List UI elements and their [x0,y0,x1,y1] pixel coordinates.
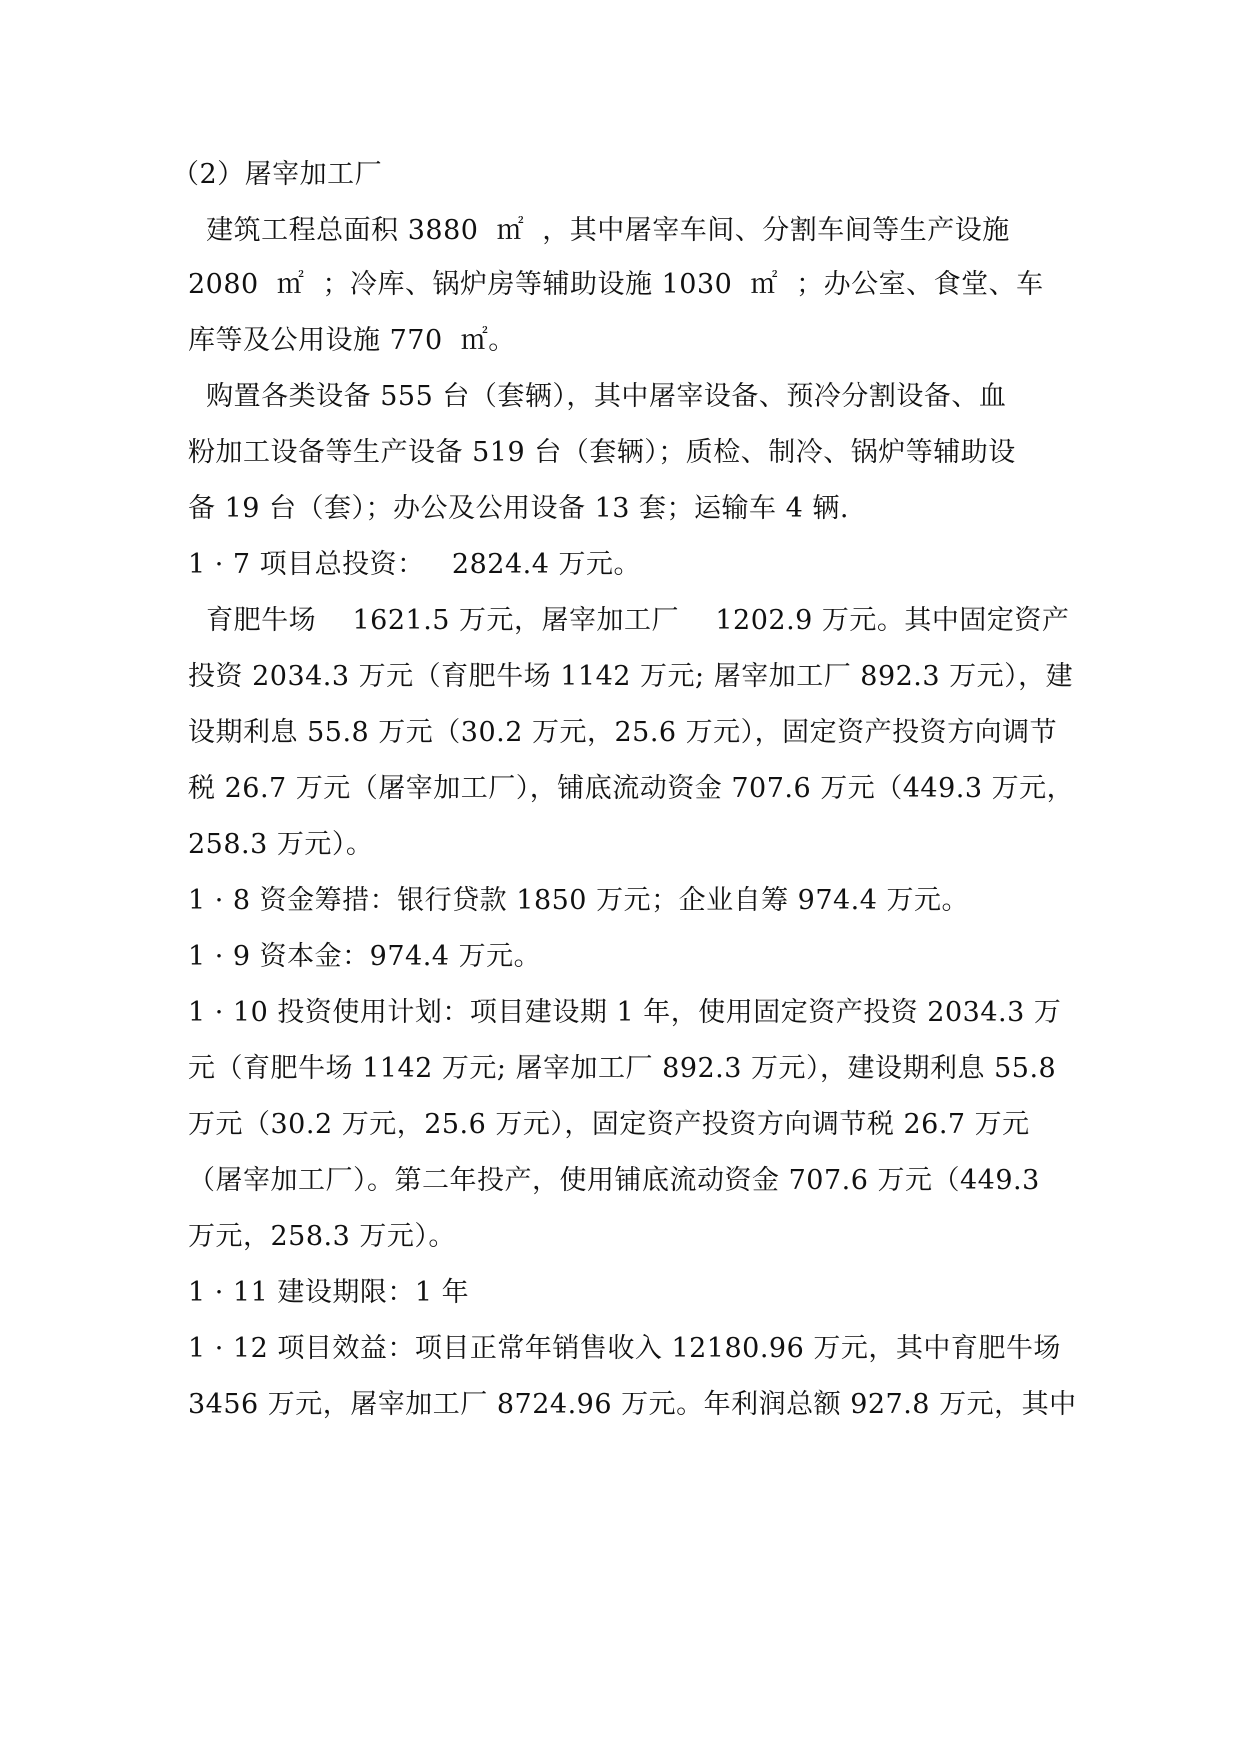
paragraph-line: 元（育肥牛场 1142 万元; 屠宰加工厂 892.3 万元），建设期利息 55.8 [188,1053,1057,1084]
item-line: 1 · 9 资本金：974.4 万元。 [188,941,542,972]
paragraph-line: 备 19 台（套）；办公及公用设备 13 套；运输车 4 辆. [188,493,849,524]
paragraph-line: 万元（30.2 万元，25.6 万元），固定资产投资方向调节税 26.7 万元 [188,1109,1030,1140]
paragraph-line: 育肥牛场 1621.5 万元，屠宰加工厂 1202.9 万元。其中固定资产 [188,605,1070,636]
paragraph-line: 3456 万元，屠宰加工厂 8724.96 万元。年利润总额 927.8 万元，其中 [188,1389,1077,1420]
paragraph-line: 购置各类设备 555 台（套辆），其中屠宰设备、预冷分割设备、血 [188,381,1007,412]
item-line: 1 · 12 项目效益：项目正常年销售收入 12180.96 万元，其中育肥牛场 [188,1333,1061,1364]
paragraph-line: （屠宰加工厂）。第二年投产，使用铺底流动资金 707.6 万元（449.3 [188,1165,1040,1196]
item-line: 1 · 8 资金筹措：银行贷款 1850 万元；企业自筹 974.4 万元。 [188,885,970,916]
item-line: 1 · 7 项目总投资： 2824.4 万元。 [188,549,641,580]
paragraph-line: 建筑工程总面积 3880 ㎡ ，其中屠宰车间、分割车间等生产设施 [188,215,1010,246]
item-line: 1 · 11 建设期限：1 年 [188,1277,470,1308]
paragraph-line: 粉加工设备等生产设备 519 台（套辆）；质检、制冷、锅炉等辅助设 [188,437,1016,468]
paragraph-line: 设期利息 55.8 万元（30.2 万元，25.6 万元），固定资产投资方向调节 [188,717,1058,748]
paragraph-line: 2080 ㎡ ；冷库、锅炉房等辅助设施 1030 ㎡ ；办公室、食堂、车 [188,269,1044,300]
paragraph-line: 投资 2034.3 万元（育肥牛场 1142 万元; 屠宰加工厂 892.3 万元），建 [188,661,1074,692]
section-heading: （2）屠宰加工厂 [172,159,383,190]
paragraph-line: 税 26.7 万元（屠宰加工厂），铺底流动资金 707.6 万元（449.3 万元， [188,773,1075,804]
paragraph-line: 万元，258.3 万元）。 [188,1221,456,1252]
item-line: 1 · 10 投资使用计划：项目建设期 1 年，使用固定资产投资 2034.3 万 [188,997,1062,1028]
paragraph-line: 258.3 万元）。 [188,829,374,860]
paragraph-line: 库等及公用设施 770 ㎡。 [188,325,516,356]
